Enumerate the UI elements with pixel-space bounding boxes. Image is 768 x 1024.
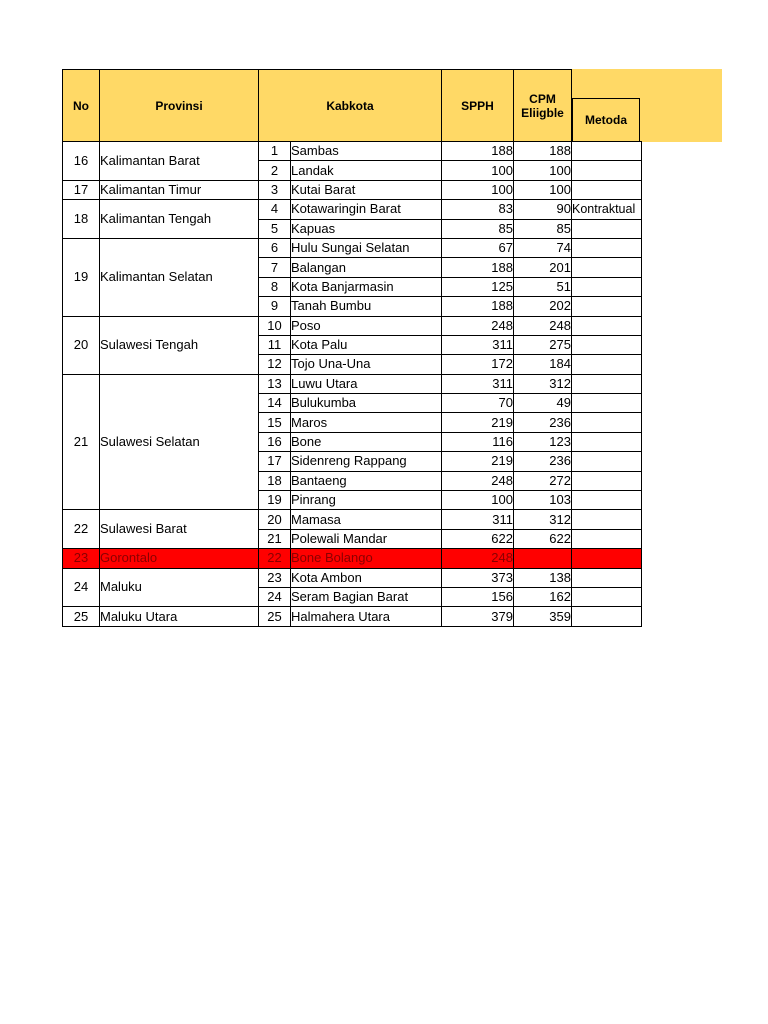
cell-spph: 311 <box>442 374 514 393</box>
cell-kabkota: Poso <box>291 316 442 335</box>
cell-cpm-eligible: 312 <box>514 374 572 393</box>
cell-kabkota: Landak <box>291 161 442 180</box>
cell-cpm-eligible: 103 <box>514 491 572 510</box>
cell-kabkota-index: 24 <box>259 587 291 606</box>
cell-kabkota-index: 16 <box>259 432 291 451</box>
cell-kabkota: Bulukumba <box>291 394 442 413</box>
cell-kabkota-index: 1 <box>259 142 291 161</box>
cell-provinsi: Maluku <box>100 568 259 607</box>
cell-no: 25 <box>63 607 100 626</box>
cell-kabkota-index: 22 <box>259 549 291 568</box>
cell-no: 23 <box>63 549 100 568</box>
table-row <box>63 238 642 257</box>
cpm-header-line1: CPM <box>529 91 556 106</box>
cell-kabkota: Polewali Mandar <box>291 529 442 548</box>
col-header-spph: SPPH <box>442 70 514 142</box>
cell-spph: 379 <box>442 607 514 626</box>
cell-kabkota: Bone <box>291 432 442 451</box>
cell-spph: 83 <box>442 200 514 219</box>
cell-kabkota-index: 15 <box>259 413 291 432</box>
cell-no: 16 <box>63 142 100 181</box>
cell-cpm-eligible <box>514 549 572 568</box>
cell-spph: 188 <box>442 297 514 316</box>
cell-spph: 248 <box>442 316 514 335</box>
cell-kabkota-index: 9 <box>259 297 291 316</box>
cell-metoda <box>572 587 642 606</box>
cell-cpm-eligible: 275 <box>514 335 572 354</box>
cell-kabkota: Maros <box>291 413 442 432</box>
cell-kabkota: Luwu Utara <box>291 374 442 393</box>
cell-no: 22 <box>63 510 100 549</box>
cell-cpm-eligible: 51 <box>514 277 572 296</box>
cell-spph: 172 <box>442 355 514 374</box>
cell-cpm-eligible: 359 <box>514 607 572 626</box>
cell-spph: 219 <box>442 413 514 432</box>
cell-kabkota: Hulu Sungai Selatan <box>291 238 442 257</box>
cell-provinsi: Sulawesi Tengah <box>100 316 259 374</box>
cell-kabkota: Balangan <box>291 258 442 277</box>
cell-metoda <box>572 452 642 471</box>
cell-cpm-eligible: 272 <box>514 471 572 490</box>
cell-cpm-eligible: 236 <box>514 413 572 432</box>
cell-kabkota: Seram Bagian Barat <box>291 587 442 606</box>
cell-spph: 311 <box>442 510 514 529</box>
cell-metoda <box>572 142 642 161</box>
cell-kabkota: Kutai Barat <box>291 180 442 199</box>
cell-spph: 248 <box>442 471 514 490</box>
col-header-metoda-cell <box>572 70 642 142</box>
cell-kabkota: Kapuas <box>291 219 442 238</box>
table-row <box>63 510 642 529</box>
cell-kabkota: Tojo Una-Una <box>291 355 442 374</box>
cell-kabkota-index: 5 <box>259 219 291 238</box>
cell-kabkota-index: 10 <box>259 316 291 335</box>
cell-kabkota-index: 13 <box>259 374 291 393</box>
cell-spph: 85 <box>442 219 514 238</box>
cell-spph: 67 <box>442 238 514 257</box>
cell-kabkota-index: 8 <box>259 277 291 296</box>
cell-cpm-eligible: 74 <box>514 238 572 257</box>
cell-metoda <box>572 394 642 413</box>
cell-spph: 100 <box>442 161 514 180</box>
cell-provinsi: Kalimantan Selatan <box>100 238 259 316</box>
cell-kabkota-index: 14 <box>259 394 291 413</box>
table-row <box>63 374 642 393</box>
cpm-header-line2: Eliigble <box>521 105 564 120</box>
cell-metoda <box>572 355 642 374</box>
col-header-kabkota: Kabkota <box>259 70 442 142</box>
cell-cpm-eligible: 248 <box>514 316 572 335</box>
data-table <box>62 69 642 627</box>
cell-cpm-eligible: 202 <box>514 297 572 316</box>
cell-spph: 116 <box>442 432 514 451</box>
table-row <box>63 568 642 587</box>
header-row <box>63 70 642 142</box>
cell-cpm-eligible: 201 <box>514 258 572 277</box>
cell-kabkota-index: 21 <box>259 529 291 548</box>
cell-metoda <box>572 549 642 568</box>
table-body <box>63 142 642 627</box>
cell-cpm-eligible: 100 <box>514 161 572 180</box>
cell-provinsi: Sulawesi Barat <box>100 510 259 549</box>
cell-kabkota: Kota Palu <box>291 335 442 354</box>
cell-cpm-eligible: 162 <box>514 587 572 606</box>
cell-provinsi: Kalimantan Timur <box>100 180 259 199</box>
cell-provinsi: Gorontalo <box>100 549 259 568</box>
cell-kabkota-index: 3 <box>259 180 291 199</box>
cell-provinsi: Kalimantan Tengah <box>100 200 259 239</box>
cell-metoda <box>572 529 642 548</box>
cell-spph: 219 <box>442 452 514 471</box>
table-row <box>63 142 642 161</box>
col-header-provinsi: Provinsi <box>100 70 259 142</box>
cell-metoda <box>572 491 642 510</box>
cell-spph: 100 <box>442 491 514 510</box>
cell-no: 17 <box>63 180 100 199</box>
cell-spph: 248 <box>442 549 514 568</box>
cell-metoda <box>572 161 642 180</box>
cell-metoda <box>572 607 642 626</box>
cell-kabkota-index: 4 <box>259 200 291 219</box>
cell-spph: 188 <box>442 258 514 277</box>
cell-spph: 100 <box>442 180 514 199</box>
cell-no: 20 <box>63 316 100 374</box>
cell-kabkota: Bantaeng <box>291 471 442 490</box>
cell-kabkota: Bone Bolango <box>291 549 442 568</box>
cell-provinsi: Kalimantan Barat <box>100 142 259 181</box>
cell-cpm-eligible: 49 <box>514 394 572 413</box>
cell-kabkota: Kota Ambon <box>291 568 442 587</box>
cell-provinsi: Sulawesi Selatan <box>100 374 259 510</box>
cell-metoda <box>572 510 642 529</box>
table-row <box>63 180 642 199</box>
cell-provinsi: Maluku Utara <box>100 607 259 626</box>
cell-kabkota-index: 11 <box>259 335 291 354</box>
cell-kabkota-index: 17 <box>259 452 291 471</box>
cell-spph: 311 <box>442 335 514 354</box>
table-row <box>63 200 642 219</box>
cell-metoda: Kontraktual <box>572 200 642 219</box>
cell-metoda <box>572 471 642 490</box>
cell-kabkota-index: 2 <box>259 161 291 180</box>
cell-kabkota-index: 20 <box>259 510 291 529</box>
cell-kabkota-index: 6 <box>259 238 291 257</box>
cell-kabkota-index: 19 <box>259 491 291 510</box>
table-row <box>63 607 642 626</box>
cell-metoda <box>572 316 642 335</box>
cell-spph: 188 <box>442 142 514 161</box>
cell-cpm-eligible: 622 <box>514 529 572 548</box>
cell-metoda <box>572 180 642 199</box>
cell-kabkota-index: 25 <box>259 607 291 626</box>
cell-cpm-eligible: 90 <box>514 200 572 219</box>
cell-kabkota-index: 7 <box>259 258 291 277</box>
cell-cpm-eligible: 100 <box>514 180 572 199</box>
cell-cpm-eligible: 123 <box>514 432 572 451</box>
cell-metoda <box>572 238 642 257</box>
cell-kabkota: Sidenreng Rappang <box>291 452 442 471</box>
cell-kabkota-index: 18 <box>259 471 291 490</box>
cell-cpm-eligible: 184 <box>514 355 572 374</box>
cell-no: 24 <box>63 568 100 607</box>
cell-metoda <box>572 374 642 393</box>
col-header-no: No <box>63 70 100 142</box>
cell-cpm-eligible: 312 <box>514 510 572 529</box>
cell-spph: 156 <box>442 587 514 606</box>
table-row <box>63 549 642 568</box>
cell-cpm-eligible: 138 <box>514 568 572 587</box>
cell-spph: 70 <box>442 394 514 413</box>
cell-kabkota: Kotawaringin Barat <box>291 200 442 219</box>
col-header-cpm <box>514 70 572 142</box>
cell-kabkota: Tanah Bumbu <box>291 297 442 316</box>
cell-no: 18 <box>63 200 100 239</box>
cell-spph: 373 <box>442 568 514 587</box>
cell-kabkota: Halmahera Utara <box>291 607 442 626</box>
cell-metoda <box>572 219 642 238</box>
cell-kabkota: Mamasa <box>291 510 442 529</box>
cell-no: 21 <box>63 374 100 510</box>
cell-metoda <box>572 277 642 296</box>
cell-spph: 125 <box>442 277 514 296</box>
cell-metoda <box>572 413 642 432</box>
cell-metoda <box>572 568 642 587</box>
cell-kabkota: Sambas <box>291 142 442 161</box>
cell-no: 19 <box>63 238 100 316</box>
cell-kabkota: Pinrang <box>291 491 442 510</box>
col-header-metoda: Metoda <box>572 98 640 142</box>
cell-kabkota-index: 12 <box>259 355 291 374</box>
cell-kabkota-index: 23 <box>259 568 291 587</box>
cell-cpm-eligible: 188 <box>514 142 572 161</box>
cell-metoda <box>572 297 642 316</box>
cell-cpm-eligible: 236 <box>514 452 572 471</box>
cell-spph: 622 <box>442 529 514 548</box>
cell-metoda <box>572 258 642 277</box>
cell-metoda <box>572 432 642 451</box>
cell-metoda <box>572 335 642 354</box>
cell-cpm-eligible: 85 <box>514 219 572 238</box>
table-row <box>63 316 642 335</box>
cell-kabkota: Kota Banjarmasin <box>291 277 442 296</box>
